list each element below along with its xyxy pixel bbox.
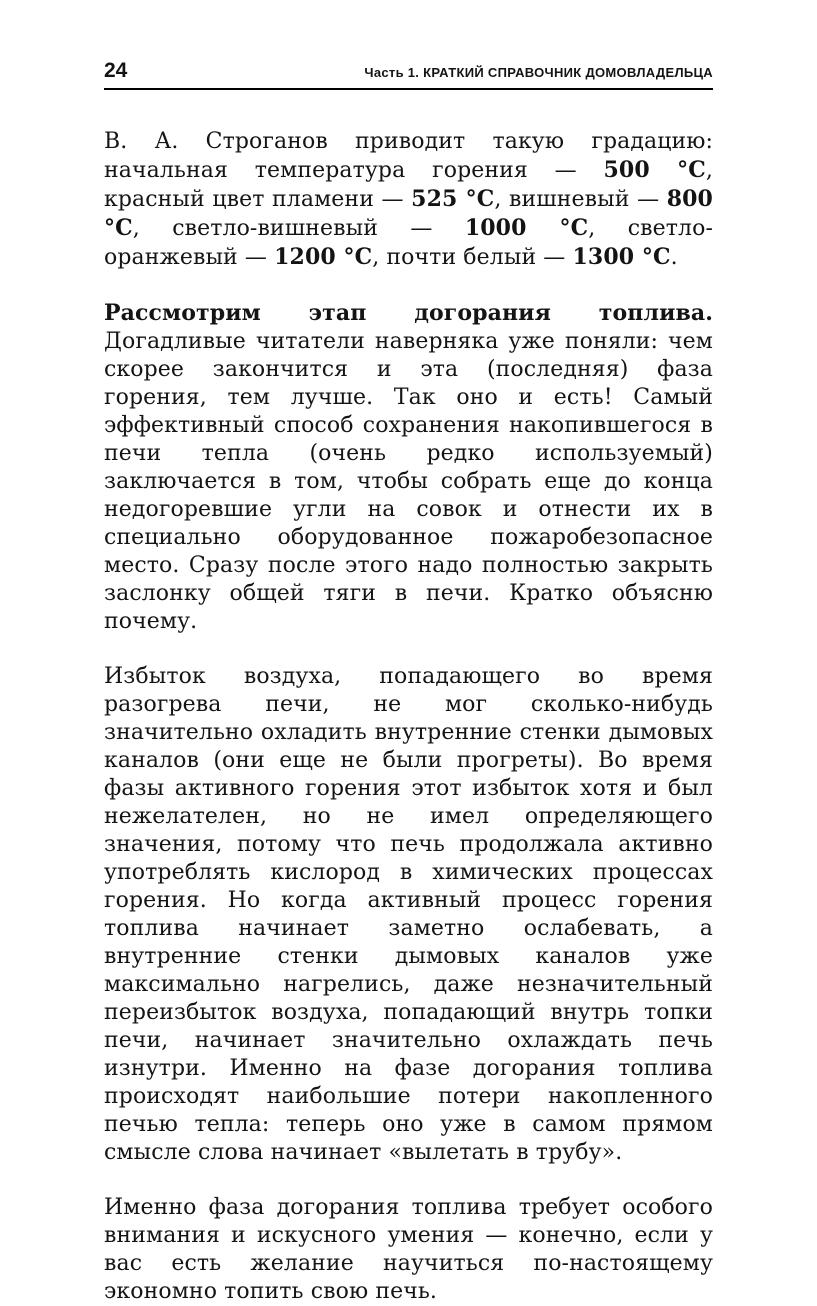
text-run: Именно фаза догорания топлива требует особого внимания и искусного умения — конечно, если у вас есть желание научиться по-настоящему экономно топить свою печь. xyxy=(104,1195,713,1304)
text-run: , почти белый — xyxy=(372,245,573,270)
header-rule xyxy=(104,88,713,90)
body-text xyxy=(104,128,713,1306)
bold-text-run: 525 °С xyxy=(411,186,495,212)
text-run: , вишневый — xyxy=(494,187,667,212)
text-run: В. А. Строганов приводит такую градацию: начальная температура горения — xyxy=(104,129,713,183)
paragraph xyxy=(104,663,713,1167)
page-number: 24 xyxy=(104,59,128,82)
paragraph xyxy=(104,128,713,272)
bold-text-run: 800 °С xyxy=(104,186,713,241)
paragraph xyxy=(104,1194,713,1306)
running-header: Часть 1. КРАТКИЙ СПРАВОЧНИК ДОМОВЛАДЕЛЬЦА xyxy=(364,65,713,80)
bold-text-run: 1000 °С xyxy=(464,215,589,241)
page-header xyxy=(104,60,713,81)
bold-text-run: 1200 °С xyxy=(274,244,373,270)
text-run: Избыток воздуха, попадающего во время разогрева печи, не мог сколько-нибудь значительно охладить внутренние стенки дымовых каналов (они еще не были прогреты). Во время фазы активного горения этот избыток хотя и был нежелателен, но не имел определяющего значения, потому что печь продолжала активно употреблять кислород в химических процессах горения. Но когда активный процесс горения топлива начинает заметно ослабевать, а внутренние стенки дымовых каналов уже максимально нагрелись, даже незначительный переизбыток воздуха, попадающий внутрь топки печи, начинает значительно охлаждать печь изнутри. Именно на фазе догорания топлива происходят наибольшие потери накопленного печью тепла: теперь оно уже в самом прямом смысле слова начинает «вылетать в трубу». xyxy=(104,664,713,1165)
bold-text-run: 1300 °С xyxy=(572,244,671,270)
paragraph xyxy=(104,299,713,636)
text-run: Догадливые читатели наверняка уже поняли: чем скорее закончится и эта (последняя) фаза горения, тем лучше. Так оно и есть! Самый эффективный способ сохранения накопившегося в печи тепла (очень редко используемый) заключается в том, чтобы собрать еще до конца недогоревшие угли на совок и отнести их в специально оборудованное пожаробезопасное место. Сразу после этого надо полностью закрыть заслонку общей тяги в печи. Кратко объясню почему. xyxy=(104,329,713,634)
bold-text-run: 500 °С xyxy=(603,157,706,183)
text-run: . xyxy=(670,245,678,270)
bold-text-run: Рассмотрим этап догорания топлива. xyxy=(104,300,713,326)
text-run: , светло-оранжевый — xyxy=(104,216,713,270)
text-run: , светло-вишневый — xyxy=(132,216,465,241)
text-run: , красный цвет пламени — xyxy=(104,158,713,212)
